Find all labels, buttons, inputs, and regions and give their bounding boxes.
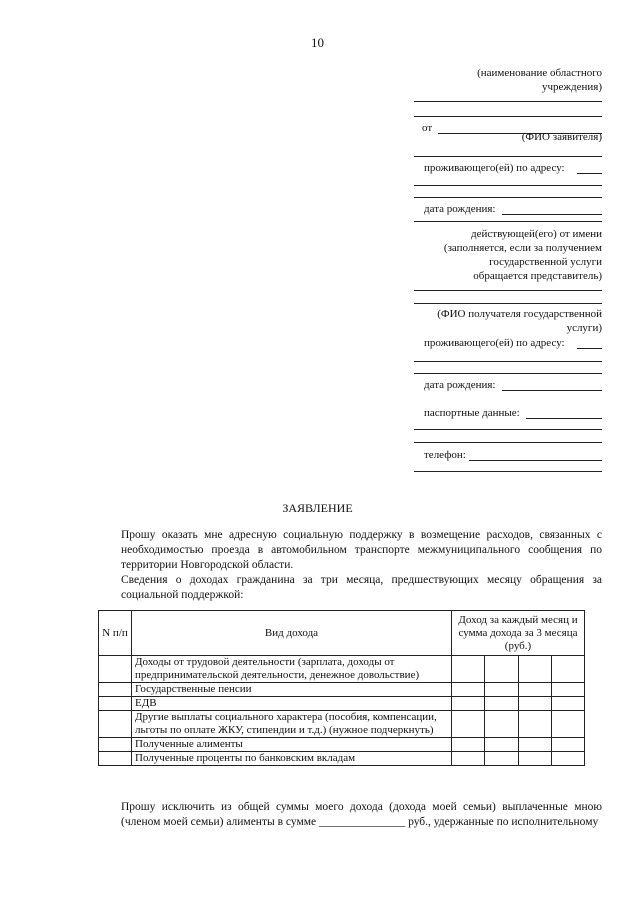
income-cell[interactable] [485, 697, 518, 711]
applicant-line[interactable] [414, 156, 602, 157]
table-header-row [99, 611, 585, 656]
acting-label-2: (заполняется, если за получением [443, 242, 602, 254]
institution-block [414, 66, 602, 94]
income-cell[interactable] [452, 711, 485, 738]
recipient-line-2[interactable] [414, 303, 602, 304]
table-row [99, 697, 585, 711]
recipient-fio-note [414, 307, 602, 335]
passport-field[interactable] [414, 406, 602, 420]
phone-line[interactable] [414, 471, 602, 472]
phone-field[interactable] [414, 448, 602, 462]
col-num-header: N п/п [99, 611, 132, 656]
income-cell[interactable] [452, 752, 485, 766]
acting-label-3: государственной услуги [489, 256, 602, 268]
income-cell[interactable] [485, 711, 518, 738]
applicant-fio-label: (ФИО заявителя) [521, 131, 602, 143]
recipient-fio-label-1: (ФИО получателя государственной [437, 308, 602, 320]
address2-line-1[interactable] [414, 361, 602, 362]
residing-field-2[interactable] [414, 336, 602, 350]
institution-line-1[interactable] [414, 101, 602, 102]
birth-date-underline [414, 221, 602, 222]
alimony-text: Прошу исключить из общей суммы моего дохода (дохода моей семьи) выплаченные мною (членом моей семьи) алименты в сумме _______________ руб., удержанные по исполнительному [121, 801, 602, 828]
income-table [98, 610, 585, 766]
phone-label: телефон: [424, 449, 466, 461]
income-cell[interactable] [452, 738, 485, 752]
institution-label-1: (наименование областного [477, 67, 602, 79]
col-kind-header: Вид дохода [132, 611, 452, 656]
residing-field[interactable] [414, 161, 602, 175]
income-cell[interactable] [518, 738, 551, 752]
income-kind: Доходы от трудовой деятельности (зарплата, доходы от предпринимательской деятельности, денежное довольствие) [132, 656, 452, 683]
address2-line-2[interactable] [414, 373, 602, 374]
alimony-paragraph [97, 800, 602, 830]
table-row [99, 683, 585, 697]
institution-label-2: учреждения) [542, 81, 602, 93]
income-total-cell[interactable] [551, 752, 584, 766]
passport-label: паспортные данные: [424, 407, 520, 419]
income-cell[interactable] [518, 711, 551, 738]
recipient-line-1[interactable] [414, 290, 602, 291]
birth-date-field-2[interactable] [414, 378, 602, 392]
residing-label: проживающего(ей) по адресу: [424, 162, 565, 174]
income-kind: ЕДВ [132, 697, 452, 711]
income-total-cell[interactable] [551, 656, 584, 683]
income-cell[interactable] [485, 656, 518, 683]
birth-date-field[interactable] [414, 202, 602, 216]
request-text: Прошу оказать мне адресную социальную поддержку в возмещение расходов, связанных с необходимостью проезда в автомобильном транспорте межмуниципального сообщения по территории Новгородской области. [121, 529, 602, 571]
request-paragraph [97, 528, 602, 573]
income-cell[interactable] [518, 683, 551, 697]
income-kind: Полученные проценты по банковским вкладам [132, 752, 452, 766]
income-cell[interactable] [452, 697, 485, 711]
address-line-1[interactable] [414, 185, 602, 186]
table-row [99, 711, 585, 738]
address-line-2[interactable] [414, 197, 602, 198]
income-cell[interactable] [518, 656, 551, 683]
income-kind: Другие выплаты социального характера (пособия, компенсации, льготы по оплате ЖКУ, стипендии и т.д.) (нужное подчеркнуть) [132, 711, 452, 738]
residing-label-2: проживающего(ей) по адресу: [424, 337, 565, 349]
col-income-header: Доход за каждый месяц и сумма дохода за 3 месяца (руб.) [452, 611, 585, 656]
income-kind: Полученные алименты [132, 738, 452, 752]
income-cell[interactable] [452, 683, 485, 697]
income-cell[interactable] [485, 738, 518, 752]
income-cell[interactable] [518, 697, 551, 711]
page-number: 10 [311, 35, 324, 50]
income-cell[interactable] [518, 752, 551, 766]
acting-label-4: обращается представитель) [473, 270, 602, 282]
income-kind: Государственные пенсии [132, 683, 452, 697]
table-row [99, 752, 585, 766]
table-row [99, 656, 585, 683]
income-cell[interactable] [452, 656, 485, 683]
passport-line-2[interactable] [414, 442, 602, 443]
institution-line-2[interactable] [414, 116, 602, 117]
income-cell[interactable] [485, 683, 518, 697]
representative-note [414, 227, 602, 283]
passport-line-1[interactable] [414, 429, 602, 430]
income-total-cell[interactable] [551, 683, 584, 697]
income-intro-text: Сведения о доходах гражданина за три месяца, предшествующих месяцу обращения за социальной поддержкой: [121, 574, 602, 601]
income-cell[interactable] [485, 752, 518, 766]
document-title: ЗАЯВЛЕНИЕ [282, 501, 353, 515]
income-intro-paragraph [97, 573, 602, 603]
acting-label-1: действующей(его) от имени [471, 228, 602, 240]
birth-date-label: дата рождения: [424, 203, 496, 215]
income-total-cell[interactable] [551, 697, 584, 711]
recipient-fio-label-2: услуги) [566, 322, 602, 334]
from-label: от [422, 122, 433, 134]
table-row [99, 738, 585, 752]
income-total-cell[interactable] [551, 711, 584, 738]
birth-date-label-2: дата рождения: [424, 379, 496, 391]
income-total-cell[interactable] [551, 738, 584, 752]
